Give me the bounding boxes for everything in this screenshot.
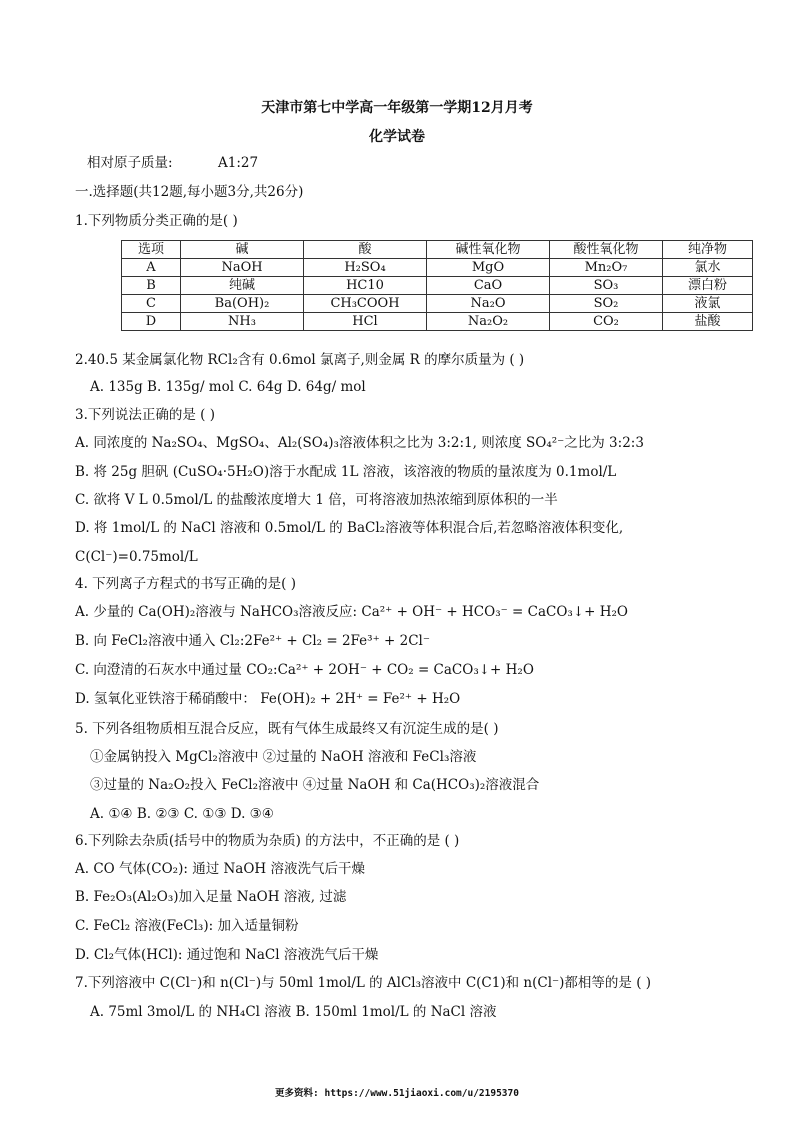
table-cell: CaO [427,277,550,295]
table-header-cell: 碱性氧化物 [427,241,550,259]
q5-options: A. ①④ B. ②③ C. ①③ D. ③④ [90,806,274,822]
table-cell: A [122,259,181,277]
table-cell: CH₃COOH [304,295,427,313]
table-cell: HCl [304,313,427,331]
classification-table [121,240,753,331]
q4-option-c: C. 向澄清的石灰水中通过量 CO₂:Ca²⁺ + 2OH⁻ + CO₂ = CaCO₃↓+ H₂O [75,662,534,678]
table-cell: NH₃ [181,313,304,331]
q7-stem: 7.下列溶液中 C(Cl⁻)和 n(Cl⁻)与 50ml 1mol/L 的 AlCl₃溶液中 C(C1)和 n(Cl⁻)都相等的是 ( ) [75,975,652,991]
table-cell: NaOH [181,259,304,277]
section-heading: 一.选择题(共12题,每小题3分,共26分) [75,184,304,200]
q3-option-c: C. 欲将 V L 0.5mol/L 的盐酸浓度增大 1 倍，可将溶液加热浓缩到原体积的一半 [75,492,558,508]
q4-option-a: A. 少量的 Ca(OH)₂溶液与 NaHCO₃溶液反应: Ca²⁺ + OH⁻ + HCO₃⁻ = CaCO₃↓+ H₂O [75,604,628,620]
table-header-cell: 纯净物 [663,241,753,259]
table-row [122,277,753,295]
q1-stem: 1.下列物质分类正确的是( ) [75,213,238,229]
table-cell: C [122,295,181,313]
q3-option-b: B. 将 25g 胆矾 (CuSO₄·5H₂O)溶于水配成 1L 溶液，该溶液的物质的量浓度为 0.1mol/L [75,464,617,480]
table-cell: HC10 [304,277,427,295]
table-header-row [122,241,753,259]
table-header-cell: 酸 [304,241,427,259]
table-cell: B [122,277,181,295]
q4-stem: 4. 下列离子方程式的书写正确的是( ) [75,576,296,592]
table-cell: CO₂ [550,313,663,331]
table-header-cell: 碱 [181,241,304,259]
table-cell: Mn₂O₇ [550,259,663,277]
table-row [122,295,753,313]
q2-options: A. 135g B. 135g/ mol C. 64g D. 64g/ mol [90,379,366,395]
exam-subtitle: 化学试卷 [369,129,425,145]
q3-option-d-cont: C(Cl⁻)=0.75mol/L [75,549,198,565]
q6-stem: 6.下列除去杂质(括号中的物质为杂质) 的方法中，不正确的是 ( ) [75,833,460,849]
exam-title: 天津市第七中学高一年级第一学期12月月考 [261,100,533,116]
table-cell: SO₃ [550,277,663,295]
table-cell: 液氯 [663,295,753,313]
table-cell: 氯水 [663,259,753,277]
table-cell: Na₂O₂ [427,313,550,331]
table-cell: Na₂O [427,295,550,313]
table-cell: 漂白粉 [663,277,753,295]
q3-option-d: D. 将 1mol/L 的 NaCl 溶液和 0.5mol/L 的 BaCl₂溶液等体积混合后,若忽略溶液体积变化, [75,520,624,536]
table-header-cell: 酸性氧化物 [550,241,663,259]
q3-option-a: A. 同浓度的 Na₂SO₄、MgSO₄、Al₂(SO₄)₃溶液体积之比为 3:2:1, 则浓度 SO₄²⁻之比为 3:2:3 [75,435,644,451]
q3-stem: 3.下列说法正确的是 ( ) [75,407,215,423]
q4-option-b: B. 向 FeCl₂溶液中通入 Cl₂:2Fe²⁺ + Cl₂ = 2Fe³⁺ + 2Cl⁻ [75,633,430,649]
q6-option-a: A. CO 气体(CO₂): 通过 NaOH 溶液洗气后干燥 [75,861,365,877]
table-row [122,313,753,331]
table-cell: SO₂ [550,295,663,313]
footer-link[interactable]: 更多资料: https://www.51jiaoxi.com/u/2195370 [275,1088,519,1099]
q6-option-c: C. FeCl₂ 溶液(FeCl₃): 加入适量铜粉 [75,918,299,934]
q6-option-b: B. Fe₂O₃(Al₂O₃)加入足量 NaOH 溶液, 过滤 [75,889,347,905]
table-cell: 纯碱 [181,277,304,295]
table-cell: 盐酸 [663,313,753,331]
table-cell: MgO [427,259,550,277]
q6-option-d: D. Cl₂气体(HCl): 通过饱和 NaCl 溶液洗气后干燥 [75,947,379,963]
q5-items-1: ①金属钠投入 MgCl₂溶液中 ②过量的 NaOH 溶液和 FeCl₃溶液 [90,749,477,765]
table-cell: Ba(OH)₂ [181,295,304,313]
table-cell: H₂SO₄ [304,259,427,277]
q5-items-2: ③过量的 Na₂O₂投入 FeCl₂溶液中 ④过量 NaOH 和 Ca(HCO₃)₂溶液混合 [90,777,540,793]
q2-stem: 2.40.5 某金属氯化物 RCl₂含有 0.6mol 氯离子,则金属 R 的摩尔质量为 ( ) [75,352,525,368]
q4-option-d: D. 氢氧化亚铁溶于稀硝酸中： Fe(OH)₂ + 2H⁺ = Fe²⁺ + H₂O [75,691,461,707]
atomic-mass-label: 相对原子质量: [87,155,173,171]
q7-options: A. 75ml 3mol/L 的 NH₄Cl 溶液 B. 150ml 1mol/L 的 NaCl 溶液 [90,1004,497,1020]
table-cell: D [122,313,181,331]
table-row [122,259,753,277]
atomic-mass-value: A1:27 [218,155,259,171]
table-header-cell: 选项 [122,241,181,259]
q5-stem: 5. 下列各组物质相互混合反应，既有气体生成最终又有沉淀生成的是( ) [75,721,499,737]
